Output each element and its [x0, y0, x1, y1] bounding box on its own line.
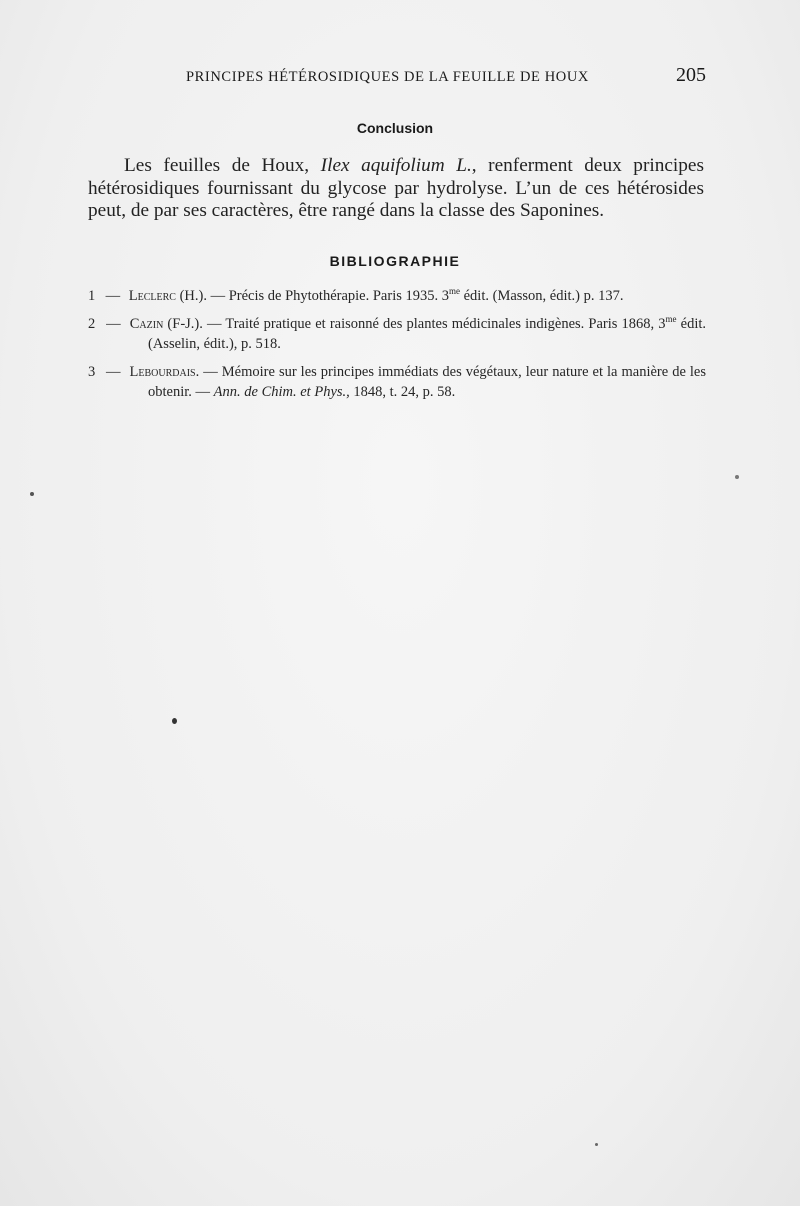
page-number: 205 [676, 64, 706, 86]
running-title: PRINCIPES HÉTÉROSIDIQUES DE LA FEUILLE DE HOUX [186, 69, 589, 85]
species-name: Ilex aquifolium L. [320, 155, 472, 176]
dash: — [203, 364, 222, 380]
dash: — [210, 288, 229, 304]
conclusion-paragraph [88, 155, 704, 223]
bibliography-entry-3 [88, 362, 706, 402]
entry-text: Traité pratique et raisonné des plantes médicinales indigènes. Paris 1868, 3 [225, 316, 666, 332]
entry-author: Leclerc (H.). [128, 288, 207, 304]
conclusion-text-start: Les feuilles de Houx, [124, 155, 321, 176]
entry-superscript: me [449, 286, 460, 297]
dash: — [106, 316, 121, 332]
dash: — [106, 364, 121, 380]
entry-text: Mémoire sur les principes immédiats des végétaux, leur nature et la manière de les obtenir. — [148, 364, 706, 400]
entry-number: 2 [88, 316, 96, 332]
entry-text-end: édit. (Masson, édit.) p. 137. [460, 288, 624, 304]
entry-superscript: me [665, 314, 677, 325]
entry-number: 3 [88, 364, 96, 380]
entry-text-end: édit. (Asselin, édit.), p. 518. [148, 316, 707, 352]
scan-speck [30, 492, 34, 496]
entry-number: 1 [88, 288, 96, 304]
bibliography-entry-2 [88, 314, 706, 354]
bibliography-heading: BIBLIOGRAPHIE [329, 253, 461, 269]
conclusion-text-end: , renferment deux principes hétérosidiques fournissant du glycose par hydrolyse. L’un de ces hétérosides peut, de par ses caractères, être rangé dans la classe des Saponines. [88, 155, 704, 221]
scan-speck [595, 1143, 598, 1146]
dash: — [207, 316, 226, 332]
entry-author: Cazin (F-J.). [129, 316, 203, 332]
scan-speck [735, 475, 739, 479]
conclusion-heading: Conclusion [356, 120, 434, 136]
entry-journal: Ann. de Chim. et Phys., [213, 384, 350, 400]
dash: — [105, 288, 121, 304]
entry-text-end: 1848, t. 24, p. 58. [349, 384, 456, 400]
scan-speck [172, 718, 177, 724]
entry-text: Précis de Phytothérapie. Paris 1935. 3 [228, 288, 449, 304]
entry-author: Lebourdais. [129, 364, 200, 380]
bibliography-entry-1 [88, 286, 706, 306]
bibliography-list [88, 286, 706, 410]
running-head [186, 64, 706, 87]
